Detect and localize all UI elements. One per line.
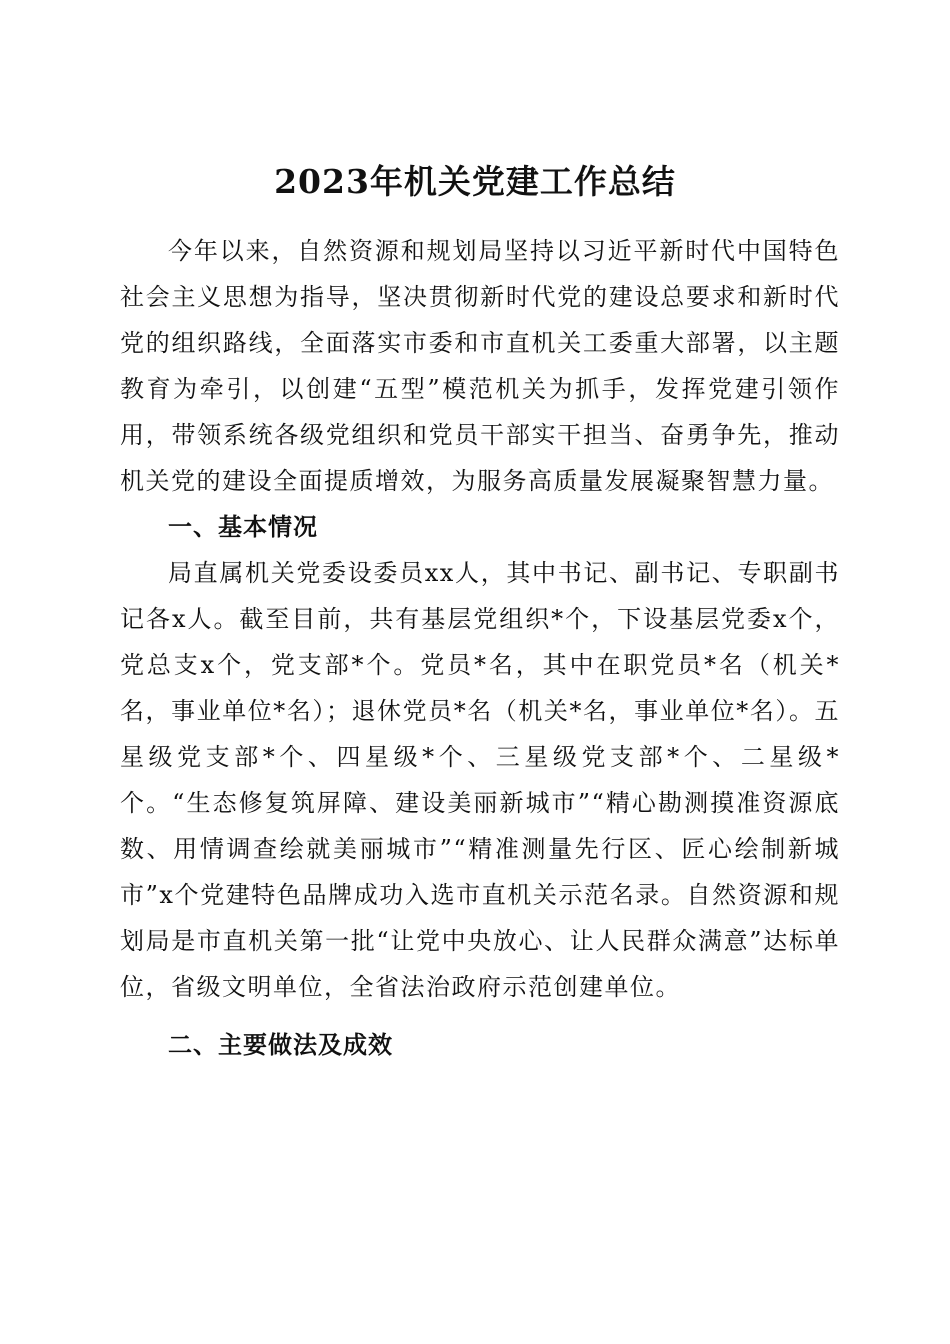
section-paragraph-basic-situation: 局直属机关党委设委员xx人，其中书记、副书记、专职副书记各x人。截至目前，共有基层党组织*个，下设基层党委x个，党总支x个，党支部*个。党员*名，其中在职党员*名（机关*名，事业单位*名）；退休党员*名（机关*名，事业单位*名）。五星级党支部*个、四星级*个、三星级党支部*个、二星级*个。“生态修复筑屏障、建设美丽新城市”“精心勘测摸准资源底数、用情调查绘就美丽城市”“精准测量先行区、匠心绘制新城市”x个党建特色品牌成功入选市直机关示范名录。自然资源和规划局是市直机关第一批“让党中央放心、让人民群众满意”达标单位，省级文明单位，全省法治政府示范创建单位。	[120, 559, 840, 1001]
section-heading-basic-situation: 一、基本情况	[168, 513, 318, 541]
intro-paragraph: 今年以来，自然资源和规划局坚持以习近平新时代中国特色社会主义思想为指导，坚决贯彻新时代党的建设总要求和新时代党的组织路线，全面落实市委和市直机关工委重大部署，以主题教育为牵引，以创建“五型”模范机关为抓手，发挥党建引领作用，带领系统各级党组织和党员干部实干担当、奋勇争先，推动机关党的建设全面提质增效，为服务高质量发展凝聚智慧力量。	[120, 237, 840, 495]
document-title: 2023年机关党建工作总结	[274, 162, 676, 202]
document-body	[120, 228, 840, 1068]
section-heading-main-practices: 二、主要做法及成效	[168, 1031, 393, 1059]
